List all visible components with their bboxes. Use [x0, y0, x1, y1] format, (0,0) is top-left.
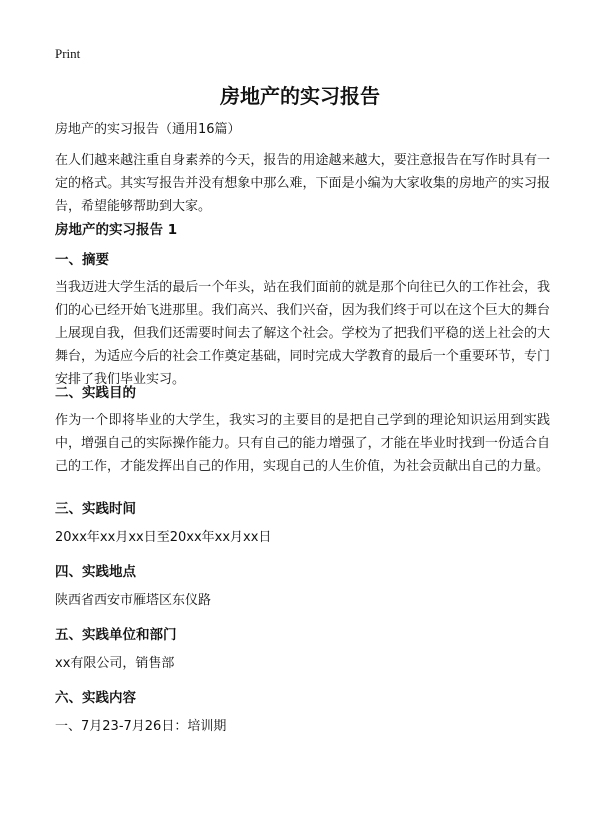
document-title: 房地产的实习报告 [220, 84, 380, 108]
paragraph-time: 20xx年xx月xx日至20xx年xx月xx日 [55, 530, 272, 545]
document-subtitle: 房地产的实习报告（通用16篇） [55, 122, 241, 137]
heading-place: 四、实践地点 [55, 564, 136, 580]
paragraph-content: 一、7月23-7月26日：培训期 [55, 719, 227, 734]
intro-paragraph: 在人们越来越注重自身素养的今天，报告的用途越来越大，要注意报告在写作时具有一定的格式。其实写报告并没有想象中那么难，下面是小编为大家收集的房地产的实习报告，希望能够帮助到大家。 [55, 153, 550, 214]
paragraph-unit: xx有限公司，销售部 [55, 656, 175, 671]
paragraph-place: 陕西省西安市雁塔区东仪路 [55, 593, 212, 608]
print-label: Print [55, 46, 81, 61]
heading-content: 六、实践内容 [55, 690, 136, 706]
heading-purpose: 二、实践目的 [55, 385, 136, 401]
paragraph-purpose: 作为一个即将毕业的大学生，我实习的主要目的是把自己学到的理论知识运用到实践中，增强自己的实际操作能力。只有自己的能力增强了，才能在毕业时找到一份适合自己的工作，才能发挥出自己的作用，实现自己的人生价值，为社会贡献出自己的力量。 [55, 413, 550, 474]
heading-abstract: 一、摘要 [55, 252, 109, 268]
heading-unit: 五、实践单位和部门 [55, 627, 177, 643]
paragraph-abstract: 当我迈进大学生活的最后一个年头，站在我们面前的就是那个向往已久的工作社会，我们的心已经开始飞进那里。我们高兴、我们兴奋，因为我们终于可以在这个巨大的舞台上展现自我，但我们还需要时间去了解这个社会。学校为了把我们平稳的送上社会的大舞台，为适应今后的社会工作奠定基础，同时完成大学教育的最后一个重要环节，专门安排了我们毕业实习。 [55, 280, 550, 387]
section-title: 房地产的实习报告 1 [55, 222, 178, 238]
heading-time: 三、实践时间 [55, 501, 136, 517]
